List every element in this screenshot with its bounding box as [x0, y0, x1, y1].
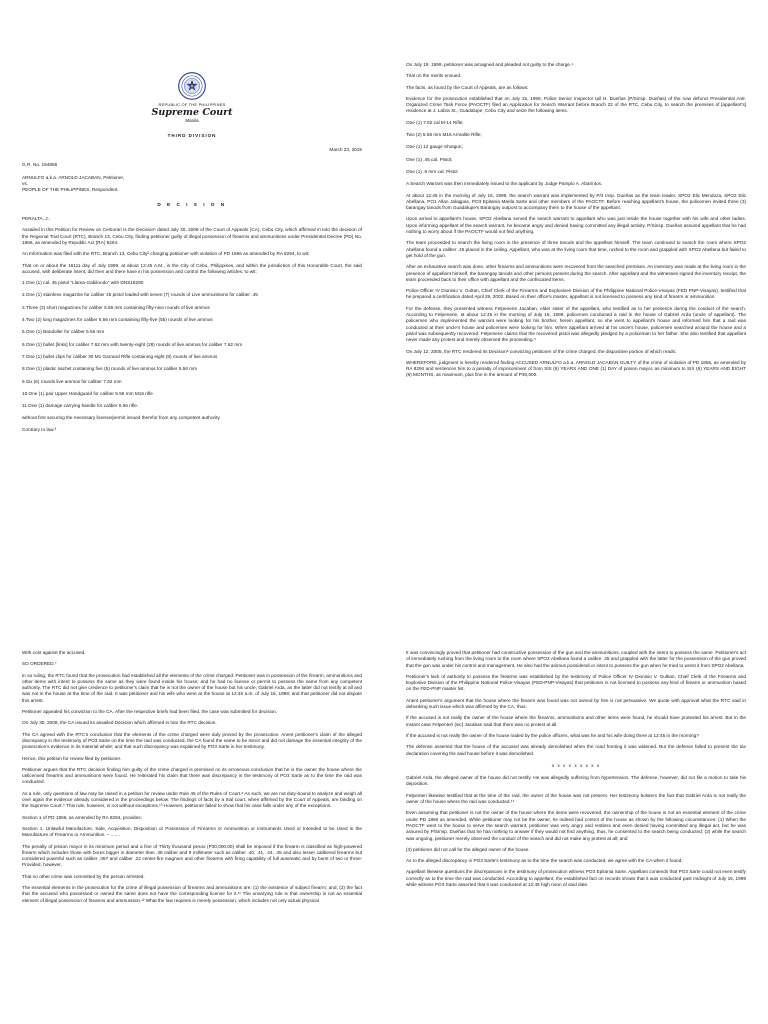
paragraph: Upon arrival to appellant's house, SPO2 Abellana served the search warrant to appellant who was just inside the house together with his wife and other ladies. Upon informing appellant of the search warrant, he became angry and denied having committed any illegal activity. P/Sinsp. Dueñas assured appellant that he had nothing to worry about if the PAOCTF would not find anything. [406, 216, 746, 235]
paragraph: The penalty of prision mayor in its minimum period and a fine of Thirty thousand pesos (P30,000.00) shall be imposed if the firearm is classified as high-powered firearm which includes those with bores bigger in diameter than .38 caliber and 9 millimeter such as caliber .40, .41, .44, .45 and also lesser calibered firearms but considered powerful such as caliber .357 and caliber .22 center-fire magnum and other firearms with firing capability of full automatic and by burst of two or three: Provided, however, [22, 843, 362, 868]
paragraph: Section 1 of PD 1866, as amended by RA 8294, provides: [22, 814, 142, 820]
list-item: Two (2) 5.56 mm M16 Armalite Rifle; [406, 132, 482, 138]
paragraph: Assailed in this Petition for Review on Certiorari is the Decision¹ dated July 30, 2008 of the Court of Appeals (CA), Cebu City, which affirmed in toto the decision of the Regional Trial Court (RTC), Branch 13, Cebu City, finding petitioner guilty of illegal possession of firearms and ammunitions under Presidential Decree (PD) No. 1866, as amended by Republic Act (RA) 8294. [22, 227, 362, 245]
list-item: 3.Three (3) short magazines for caliber 5.56 mm containing fifty-nine rounds of live ammos [22, 304, 210, 310]
list-item: One (1) 7.62 cal M-14 Rifle; [406, 119, 464, 125]
paragraph: SO ORDERED.⁷ [22, 661, 57, 667]
paragraph: With cost against the accused. [22, 650, 86, 655]
list-item: 8.One (1) plastic sachet containing five (5) rounds of live ammos for caliber 5.56 mm [22, 366, 198, 372]
paragraph: After an exhaustive search was done, other firearms and ammunitions were recovered from the searched premises. An inventory was made at the living room in the presence of appellant himself, the barangay tanods and other persons present during the search. After appellant and the witnesses signed the inventory receipt, the team proceeded back to their office with appellant and the confiscated items. [406, 264, 746, 282]
paragraph: The CA agreed with the RTC's conclusion that the elements of the crime charged were duly proved by the prosecution. Anent petitioner's claim of the alleged discrepancy in the testimony of PO3 Sarte on the time the raid was conducted, the CA found the same to be minor and did not damage the essential integrity of the prosecution's evidence in its material whole; and that such discrepancy was explained by PO3 Sarte in her testimony. [22, 731, 362, 750]
list-item: 4.Two (2) long magazines for caliber 5.56 mm containing fifty-five (55) rounds of live ammos [22, 317, 213, 323]
decision-date: March 23, 2015 [329, 147, 362, 153]
paragraph: Gabriel Arda, the alleged owner of the house did not testify. He was allegedly suffering from hypertension. The defense, however, did not file a motion to take his deposition. [406, 775, 746, 787]
decision-title: D E C I S I O N [157, 201, 227, 207]
republic-label: REPUBLIC OF THE PHILIPPINES [158, 102, 226, 107]
petitioner-name: ARNULFO a.k.a. ARNOLD JACABAN, Petitioner, [22, 174, 125, 180]
list-item: 10.One (1) pair Upper Handguard for caliber 5.56 mm M16 rifle [22, 390, 153, 396]
page-2-left-column [22, 650, 362, 1024]
court-name: Supreme Court [151, 107, 233, 118]
court-header [22, 72, 362, 124]
respondent-name: PEOPLE OF THE PHILIPPINES, Respondent. [22, 187, 119, 193]
list-item: 5.One (1) Bandoller for caliber 5.56 mm [22, 329, 105, 335]
paragraph: Petitioner appealed his conviction to the CA. After the respective briefs had been filed, the case was submitted for decision. [22, 709, 278, 715]
paragraph: As a rule, only questions of law may be raised in a petition for review under Rule 45 of the Rules of Court.⁸ As such, we are not duty-bound to analyze and weigh all over again the evidence already considered in the proceedings below. The findings of facts by a trial court, when affirmed by the Court of Appeals, are binding on the Supreme Court.⁹ This rule, however, is not without exceptions.¹⁰ However, petitioner failed to show that his case falls under any of the exceptions. [22, 790, 362, 809]
paragraph: Contrary to law.³ [22, 426, 57, 432]
case-number: G.R. No. 184866 [22, 161, 58, 167]
paragraph: If the accused is not really the owner of the house where the firearms, ammunitions and other items were found, he should have protested his arrest. But in the instant case Felpenteri (sic) Jacaban said that there was no protest at all. [406, 715, 746, 727]
court-city: Manila [185, 118, 199, 123]
case-parties [22, 175, 362, 194]
list-item: One (1) .9 mm cal. Pistol [406, 168, 458, 174]
list-item: 11.One (1) damage carrying handle for caliber 5.56 rifle. [22, 403, 139, 409]
paragraph: If the accused is not really the owner of the house raided by the police officers, what was he and his wife doing there at 12:45 in the morning? [406, 732, 699, 738]
paragraph: Hence, this petition for review filed by petitioner. [22, 755, 122, 761]
versus-label: vs. [22, 181, 28, 187]
paragraph: An Information was filed with the RTC, Branch 13, Cebu City² charging petitioner with violation of PD 1866 as amended by RA 8294, to wit: [22, 251, 310, 257]
paragraph: (3) petitioner did not call for the alleged owner of the house. [406, 846, 530, 852]
paragraph: Trial on the merits ensued. [406, 73, 462, 79]
paragraph: That on or about the 16111 day of July 1999, at about 12:45 A.M., in the City of Cebu, Philippines, and within the jurisdiction of this Honorable Court, the said accused, with deliberate intent, did then and there have in his possession and control the following articles, to wit: [22, 262, 362, 274]
page-1-left-column [22, 0, 362, 512]
paragraph: The facts, as found by the Court of Appeals, are as follows: [406, 84, 529, 90]
ellipsis-separator: x x x x x x x x x [551, 762, 601, 768]
document-page-2 [0, 512, 768, 1024]
paragraph: Anent petitioner's argument that the house where the firearm was found was not owned by him is not persuasive. We quote with approval what the RTC said in debunking such issue which was affirmed by the CA, thus: [406, 697, 746, 710]
paragraph: That no other crime was committed by the person arrested. [22, 873, 145, 879]
paragraph: Evidence for the prosecution established that on July 15, 1999, Police Senior Inspector Ipil H. Dueñas (P/Sinsp. Dueñas) of the now defunct Presidential Anti-Organized Crime Task Force (PAOCTF) filed an Application for Search Warrant before Branch 22 of the RTC, Cebu City, to search the premises of [appellant's] residence at J. Labra St., Guadalupe, Cebu City and seize the following items. [406, 95, 746, 114]
paragraph: For the defense, they presented witness Felpenerie Jacaban, elder sister of the appellant, who testified as to her presence during the conduct of the search. According to Felpenerie, at about 12:45 in the morning of July 16, 1999, policemen conducted a raid in the house of Gabriel Arda (uncle of appellant). The policemen who implemented the warrant were looking for his brother, herein appellant, so she went to appellant's house and informed him that a raid was conducted at their uncle's house and policemen were looking for him. When appellant arrived at his uncle's house, policemen searched around the house and a pistol was subsequently recovered. Felpenerie claims that the recovered pistol was allegedly pledged by a policeman to her father. She also testified that appellant never made any protest and merely observed the proceeding.⁵ [406, 305, 746, 343]
list-item: 1.One (1) cal. 45 pistol "Llama-Gabilondo" with DNS18290 [22, 280, 144, 286]
paragraph: WHEREFORE, judgment is hereby rendered finding ACCUSED ARNULFO a.k.a. ARNOLD JACABAN GUILTY of the crime of violation of PD 1866, as amended by RA 8294 and sentences him to a penalty of imprisonment of from SIX (6) YEARS AND ONE (1) DAY of prision mayor, as minimum to SIX (6) YEARS AND EIGHT (8) MONTHS, as maximum, plus fine in the amount of P30,000. [406, 359, 746, 378]
paragraph: A Search Warrant was then immediately issued to the applicant by Judge Pampio A. Abarintos. [406, 181, 603, 187]
division-label: THIRD DIVISION [167, 133, 217, 138]
paragraph: Even assuming that petitioner is not the owner of the house where the items were recovered, the ownership of the house is not an essential element of the crime under PD 1866 as amended. While petitioner may not be the owner, he indeed had control of the house as shown by the following circumstances: (1) When the PAOCTF went to the house to serve the search warrant, petitioner was very angry and restless and even denied having committed any illegal act, but he was assured by P/Sinsp. Dueñas that he has nothing to answer if they would not find anything, thus, he consented to the search being conducted; (2) while the search was ongoing, petitioner merely observed the conduct of the search and did not make any protest at all; and [406, 810, 746, 841]
page-1-right-column [406, 0, 746, 512]
paragraph: Section 1. Unlawful Manufacture, Sale, Acquisition, Disposition or Possession of Firearms or Ammunition or Instruments Used or Intended to be Used in the Manufacture of Firearms or Ammunition. – ....... [22, 825, 362, 838]
page-2-right-column [406, 650, 746, 1024]
list-item: 2.One (1) stainless magazine for caliber 45 pistol loaded with seven (7) rounds of Live ammunitions for caliber .45 [22, 292, 258, 298]
paragraph: Petitioner argues that the RTC decision finding him guilty of the crime charged is premised on its erroneous conclusion that he is the owner the house where the unlicensed firearms and ammunitions were found. He reiterated his claim that there was discrepancy in the testimony of PO3 Sarte as to the time the raid was conducted. [22, 766, 362, 785]
paragraph: As to the alleged discrepancy in PO3 Sarte's testimony as to the time the search was conducted, we agree with the CA when it found: [406, 858, 683, 864]
supreme-court-seal-icon [178, 72, 206, 100]
ponente: PERALTA, J.: [22, 216, 51, 222]
paragraph: The team proceeded to search the living room in the presence of three tanods and the appellant himself. The team continued to search the room where SPO2 Abellana found a caliber .45 placed in the ceiling. Appellant, who was at the living room that time, rushed to the room and grappled with SPO2 Abellana but failed to get hold of the gun. [406, 240, 746, 258]
list-item: 7.One (1) bullet clips for caliber 30 M1 Garrand Rifle containing eight (8) rounds of live ammos [22, 353, 218, 359]
paragraph: In so ruling, the RTC found that the prosecution had established all the elements of the crime charged. Petitioner was in possession of the firearm, ammunitions and other items with intent to possess the same as they were found inside his house; and he had no license or permit to possess the same from any competent authority. The RTC did not give credence to petitioner's claim that he is not the owner of the house but his uncle, Gabriel Arda, as the latter did not testify at all and was not in the house at the time of the raid. It was petitioner and his wife who were at the house at 12:45 a.m. of July 16, 1999; and that petitioner did not dispute this arrest. [22, 672, 362, 703]
paragraph: It was convincingly proved that petitioner had constructive possession of the gun and the ammunitions, coupled with the intent to possess the same. Petitioner's act of immediately rushing from the living room to the room where SPO2 Abellana found a calibre .45 and grappled with the latter for the possession of the gun proved that the gun was under his control and management. He also had the animus possidendi or intent to possess the gun when he tried to wrest it from SPO2 Abellana. [406, 650, 746, 668]
list-item: One (1) .45 cal. Pistol; [406, 156, 453, 162]
paragraph: Petitioner's lack of authority to possess the firearms was established by the testimony of Police Officer IV Dionisio V. Gultian, Chief Clerk of the Firearms and Explosive Division of the Philippine National Police-Visayas (FED-PNP-Visayas) that petitioner is not licensed to possess any kind of firearm or ammunition based on the FED-PNP master list. [406, 673, 746, 692]
paragraph: Police Officer IV Dionisio V. Gultan, Chief Clerk of the Firearms and Explosives Division of the Philippine National Police-Visayas (FED PNP-Visayas), testified that he prepared a certification dated April 29, 2002. Based on their office's master, appellant is not licensed to possess any kind of firearm or ammunition. [406, 288, 746, 300]
list-item: 6.One (1) bullet [links] for caliber 7.62 mm with twenty-eight (28) rounds of live ammos for caliber 7.62 mm [22, 341, 243, 347]
paragraph: The defense asserted that the house of the accused was already demolished when the road fronting it was widened. But the defense failed to present the tax declaration covering the said house before it was demolished. [406, 744, 746, 756]
paragraph: On July 19, 1999, petitioner was arraigned and pleaded not guilty to the charge.⁴ [406, 62, 574, 67]
paragraph: The essential elements in the prosecution for the crime of illegal possession of firearms and ammunitions are: (1) the existence of subject firearm; and, (2) the fact that the accused who possessed or owned the same does not have the corresponding license for it.¹¹ The unvarying rule is that ownership is not an essential element of illegal possession of firearms and ammunition.¹² What the law requires is merely possession, which includes not only actual physical [22, 885, 362, 903]
paragraph: Felpenteri likewise testified that at the time of the raid, the owner of the house was not present. Her testimony bolsters the fact that Gabriel Arda is not really the owner of the house where the raid was conducted.¹⁴ [406, 792, 746, 805]
paragraph: On July 30, 2008, the CA issued its assailed Decision which affirmed in toto the RTC decision. [22, 720, 217, 726]
paragraph: Appellant likewise questions the discrepancies in the testimony of prosecution witness PO3 Epitania Sarte. Appellant contends that PO3 Sarte could not even testify correctly as to the time the raid was conducted. According to appellant, the established fact on records shows that it was conducted past midnight of July 16, 1999 while witness PO3 Sarte asserted that it was conducted at 12:45 high noon of said date. [406, 869, 746, 888]
paragraph: without first securing the necessary license/permit issued therefor from any competent authority. [22, 415, 221, 421]
paragraph: On July 12, 2005, the RTC rendered its Decision⁶ convicting petitioner of the crime charged, the dispositive portion of which reads: [406, 348, 677, 354]
list-item: One (1) 12 gauge Shotgun; [406, 144, 463, 150]
paragraph: At about 12:45 in the morning of July 16, 1999, the search warrant was implemented by P/3 Insp. Dueñas as the team leader, SPO2 Elic Mendoza, SPO2 Elic Abellana, PO1 Allan Jalagpas, PO3 Epitania Marila Sarte and other members of the PAOCTF. Before reaching appellant's house, the policemen invited three (3) barangay tanods from Guadalupe's Barangay outpost to accompany them to the house of the appellant. [406, 192, 746, 211]
list-item: 9.Six (6) rounds live ammos for caliber 7.62 mm [22, 378, 122, 384]
